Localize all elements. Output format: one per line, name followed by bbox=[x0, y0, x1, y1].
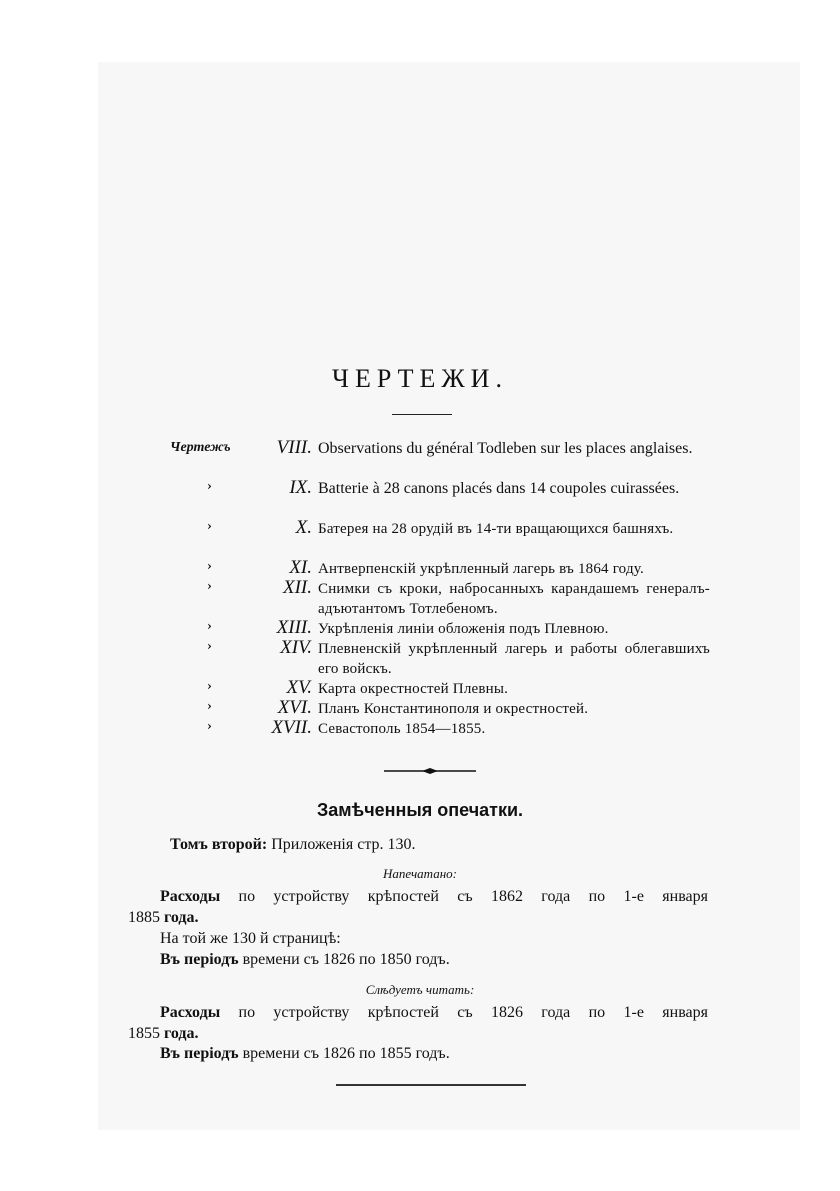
correct-paragraph bbox=[128, 1002, 708, 1044]
drawing-number: XII. bbox=[282, 577, 312, 598]
drawing-title: Антверпенскій укрѣпленный лагерь въ 1864 году. bbox=[318, 561, 644, 577]
ditto-mark: › bbox=[207, 679, 212, 693]
drawing-title: Севастополь 1854—1855. bbox=[318, 721, 486, 737]
volume-label: Томъ второй: bbox=[170, 836, 268, 853]
printed-paragraph bbox=[128, 886, 708, 928]
ornament-divider bbox=[384, 768, 476, 774]
printed-text: по устройству крѣпостей съ 1862 года по 1-е января bbox=[238, 888, 709, 905]
end-divider bbox=[336, 1084, 526, 1086]
correct-keyword: Расходы bbox=[160, 1004, 221, 1021]
list-item bbox=[0, 636, 840, 676]
correct-year: 1855 bbox=[128, 1025, 160, 1042]
errata-heading: Замѣченныя опечатки. bbox=[316, 800, 524, 820]
ditto-mark: › bbox=[207, 639, 212, 653]
correct-year-suffix: года. bbox=[164, 1025, 199, 1042]
drawing-number: XIII. bbox=[276, 617, 312, 638]
correct-period-line bbox=[160, 1045, 450, 1063]
printed-year-suffix: года. bbox=[164, 909, 199, 926]
ditto-mark: › bbox=[207, 619, 212, 633]
drawing-number: XI. bbox=[289, 557, 312, 578]
correct-period-keyword: Въ періодъ bbox=[160, 1045, 239, 1062]
page-title: ЧЕРТЕЖИ. bbox=[332, 364, 508, 393]
ditto-mark: › bbox=[207, 479, 212, 493]
ditto-mark: › bbox=[207, 719, 212, 733]
printed-period-line bbox=[160, 951, 450, 969]
drawing-title: Batterie à 28 canons placés dans 14 coupoles cuirassées. bbox=[318, 480, 680, 497]
list-item bbox=[0, 556, 840, 576]
drawing-title: Планъ Константинополя и окрестностей. bbox=[318, 701, 589, 717]
drawing-title: Observations du général Todleben sur les places anglaises. bbox=[318, 440, 693, 457]
drawing-number: XVI. bbox=[277, 697, 312, 718]
ditto-mark: › bbox=[207, 579, 212, 593]
errata-volume bbox=[170, 836, 416, 854]
drawing-title: Снимки съ кроки, набросанныхъ карандашемъ генералъ-адъютантомъ Тотлебеномъ. bbox=[318, 581, 710, 617]
list-item bbox=[0, 616, 840, 636]
printed-year: 1885 bbox=[128, 909, 160, 926]
drawing-number: VIII. bbox=[276, 437, 312, 458]
list-item bbox=[0, 676, 840, 696]
drawing-label: Чертежъ bbox=[170, 440, 231, 455]
drawing-title: Укрѣпленія линіи обложенія подъ Плевною. bbox=[318, 621, 609, 637]
drawing-number: XVII. bbox=[271, 717, 312, 738]
list-item bbox=[0, 516, 840, 556]
drawing-title: Карта окрестностей Плевны. bbox=[318, 681, 509, 697]
printed-period-text: времени съ 1826 по 1850 годъ. bbox=[242, 951, 450, 968]
title-divider bbox=[392, 414, 452, 415]
list-item bbox=[0, 696, 840, 716]
volume-ref: Приложенія стр. 130. bbox=[271, 836, 416, 853]
drawing-title: Батерея на 28 орудій въ 14-ти вращающихся башняхъ. bbox=[318, 521, 674, 537]
printed-page-note: На той же 130 й страницѣ: bbox=[160, 930, 341, 947]
drawing-number: XV. bbox=[286, 677, 312, 698]
correct-caption: Слѣдуетъ читать: bbox=[365, 982, 475, 997]
correct-period-text: времени съ 1826 по 1855 годъ. bbox=[242, 1045, 450, 1062]
printed-caption: Напечатано: bbox=[382, 866, 457, 881]
ditto-mark: › bbox=[207, 699, 212, 713]
drawings-list bbox=[0, 436, 840, 736]
drawing-number: IX. bbox=[289, 477, 312, 498]
list-item bbox=[0, 576, 840, 616]
printed-period-keyword: Въ періодъ bbox=[160, 951, 239, 968]
drawing-number: X. bbox=[295, 517, 312, 538]
drawing-number: XIV. bbox=[280, 637, 312, 658]
ditto-mark: › bbox=[207, 559, 212, 573]
drawing-title: Плевненскій укрѣпленный лагерь и работы облегавшихъ его войскъ. bbox=[318, 641, 710, 677]
correct-text: по устройству крѣпостей съ 1826 года по 1-е января bbox=[238, 1004, 709, 1021]
list-item bbox=[0, 436, 840, 476]
ditto-mark: › bbox=[207, 519, 212, 533]
printed-keyword: Расходы bbox=[160, 888, 221, 905]
list-item bbox=[0, 476, 840, 516]
list-item bbox=[0, 716, 840, 736]
